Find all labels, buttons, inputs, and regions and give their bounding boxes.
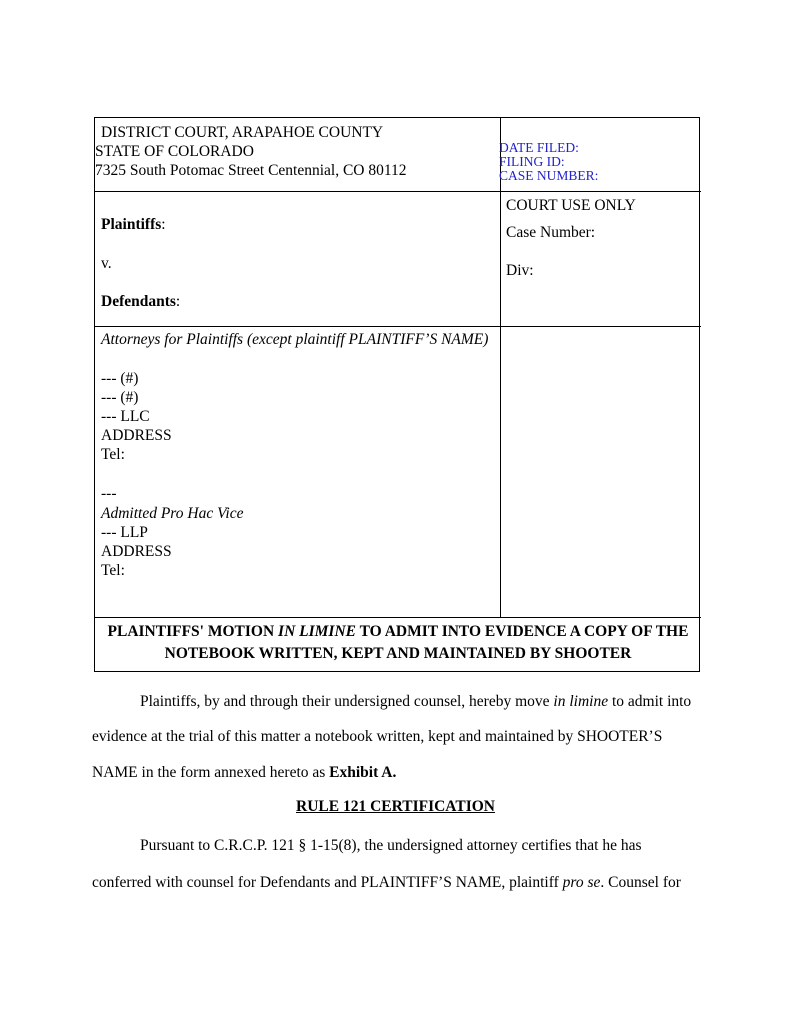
case-number-stamp-label: CASE NUMBER: xyxy=(499,168,599,183)
case-caption-table xyxy=(94,117,700,672)
paragraph-2-line-2: conferred with counsel for Defendants and PLAINTIFF’S NAME, plaintiff pro se. Counsel for xyxy=(92,874,681,891)
paragraph-2-line-1: Pursuant to C.R.C.P. 121 § 1-15(8), the undersigned attorney certifies that he has xyxy=(140,837,642,854)
motion-title-line-2: NOTEBOOK WRITTEN, KEPT AND MAINTAINED BY SHOOTER xyxy=(164,645,632,662)
firm2-line: Tel: xyxy=(101,562,125,579)
firm2-status: Admitted Pro Hac Vice xyxy=(101,505,244,522)
filing-id-label: FILING ID: xyxy=(499,154,565,169)
paragraph-1-line-2: evidence at the trial of this matter a notebook written, kept and maintained by SHOOTER’S xyxy=(92,728,663,745)
date-filed-label: DATE FILED: xyxy=(499,140,579,155)
court-use-div: Div: xyxy=(506,262,534,279)
versus-label: v. xyxy=(101,255,112,272)
caption-row-divider-1 xyxy=(95,191,701,192)
plaintiffs-label: Plaintiffs: xyxy=(101,216,166,233)
court-name: DISTRICT COURT, ARAPAHOE COUNTY xyxy=(101,124,384,141)
court-address: 7325 South Potomac Street Centennial, CO 80112 xyxy=(95,162,407,179)
motion-title-line-1: PLAINTIFFS' MOTION IN LIMINE TO ADMIT INTO EVIDENCE A COPY OF THE xyxy=(107,623,689,640)
motion-title xyxy=(95,621,701,665)
firm2-name: --- xyxy=(101,485,117,502)
firm1-line: --- LLC xyxy=(101,408,150,425)
court-state: STATE OF COLORADO xyxy=(95,143,254,160)
attorneys-heading: Attorneys for Plaintiffs (except plaintiff PLAINTIFF’S NAME) xyxy=(101,331,489,348)
paragraph-1-line-1: Plaintiffs, by and through their undersigned counsel, hereby move in limine to admit into xyxy=(140,693,692,710)
caption-column-divider xyxy=(500,118,501,618)
paragraph-1-line-3: NAME in the form annexed hereto as Exhibit A. xyxy=(92,764,397,781)
caption-row-divider-2 xyxy=(95,326,701,327)
firm2-line: --- LLP xyxy=(101,524,148,541)
firm1-line: --- (#) xyxy=(101,389,139,406)
court-use-case-number: Case Number: xyxy=(506,224,596,241)
firm1-line: ADDRESS xyxy=(101,427,172,444)
firm1-line: --- (#) xyxy=(101,370,139,387)
firm1-line: Tel: xyxy=(101,446,125,463)
caption-row-divider-3 xyxy=(95,617,701,618)
rule-121-heading: RULE 121 CERTIFICATION xyxy=(296,798,495,815)
defendants-label: Defendants: xyxy=(101,293,181,310)
firm2-line: ADDRESS xyxy=(101,543,172,560)
court-use-only-label: COURT USE ONLY xyxy=(506,197,636,214)
